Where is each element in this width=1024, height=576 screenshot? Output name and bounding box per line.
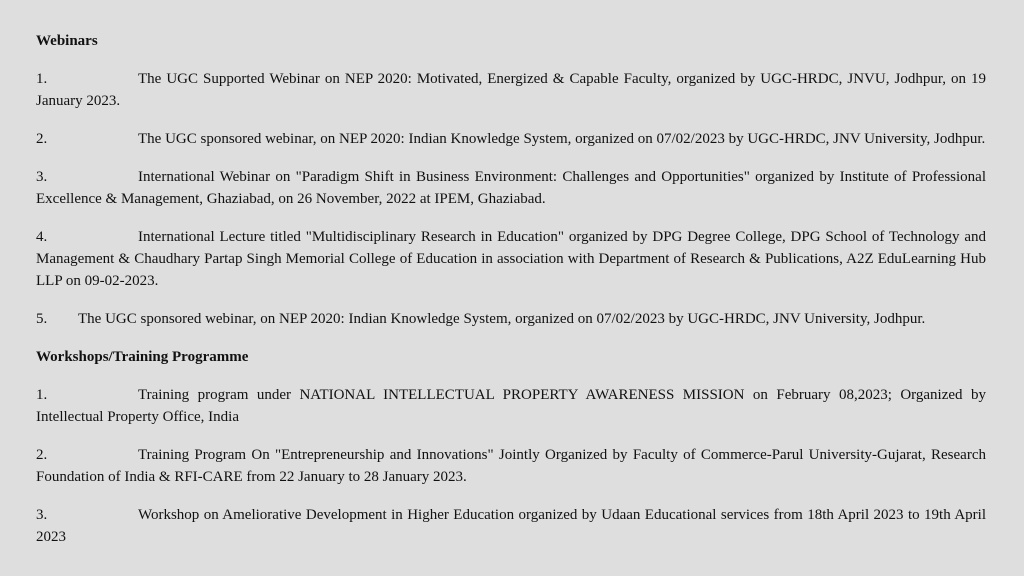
- workshop-item-3: [36, 504, 986, 548]
- webinar-item-1: [36, 68, 986, 112]
- webinar-item-3: [36, 166, 986, 210]
- item-number: 4.: [36, 229, 48, 245]
- webinar-item-4: [36, 226, 986, 292]
- item-text: Training Program On "Entrepreneurship and Innovations" Jointly Organized by Faculty of Commerce-Parul University-Gujarat, Research Foundation of India & RFI-CARE from 22 January to 28 January 2023.: [36, 447, 986, 485]
- item-text: The UGC Supported Webinar on NEP 2020: Motivated, Energized & Capable Faculty, organized by UGC-HRDC, JNVU, Jodhpur, on 19 January 2023.: [36, 71, 986, 109]
- webinars-heading: Webinars: [36, 33, 98, 49]
- item-number: 3.: [36, 169, 48, 185]
- item-text: The UGC sponsored webinar, on NEP 2020: Indian Knowledge System, organized on 07/02/2023 by UGC-HRDC, JNV University, Jodhpur.: [78, 311, 926, 327]
- webinar-item-2: [36, 128, 986, 150]
- item-number: 2.: [36, 447, 48, 463]
- workshop-item-1: [36, 384, 986, 428]
- item-text: International Lecture titled "Multidisciplinary Research in Education" organized by DPG Degree College, DPG School of Technology and Management & Chaudhary Partap Singh Memorial College of Education in association with Department of Research & Publications, A2Z EduLearning Hub LLP on 09-02-2023.: [36, 229, 986, 289]
- item-number: 1.: [36, 71, 48, 87]
- workshop-item-2: [36, 444, 986, 488]
- webinar-item-5: [36, 308, 986, 330]
- item-number: 1.: [36, 387, 48, 403]
- item-text: Training program under NATIONAL INTELLECTUAL PROPERTY AWARENESS MISSION on February 08,2023; Organized by Intellectual Property Office, India: [36, 387, 986, 425]
- item-text: Workshop on Ameliorative Development in Higher Education organized by Udaan Educational services from 18th April 2023 to 19th April 2023: [36, 507, 986, 545]
- item-number: 3.: [36, 507, 48, 523]
- item-number: 2.: [36, 131, 48, 147]
- item-text: International Webinar on "Paradigm Shift in Business Environment: Challenges and Opportunities" organized by Institute of Professional Excellence & Management, Ghaziabad, on 26 November, 2022 at IPEM, Ghaziabad.: [36, 169, 986, 207]
- item-number: 5.: [36, 311, 48, 327]
- workshops-heading: Workshops/Training Programme: [36, 349, 249, 365]
- item-text: The UGC sponsored webinar, on NEP 2020: Indian Knowledge System, organized on 07/02/2023 by UGC-HRDC, JNV University, Jodhpur.: [138, 131, 986, 147]
